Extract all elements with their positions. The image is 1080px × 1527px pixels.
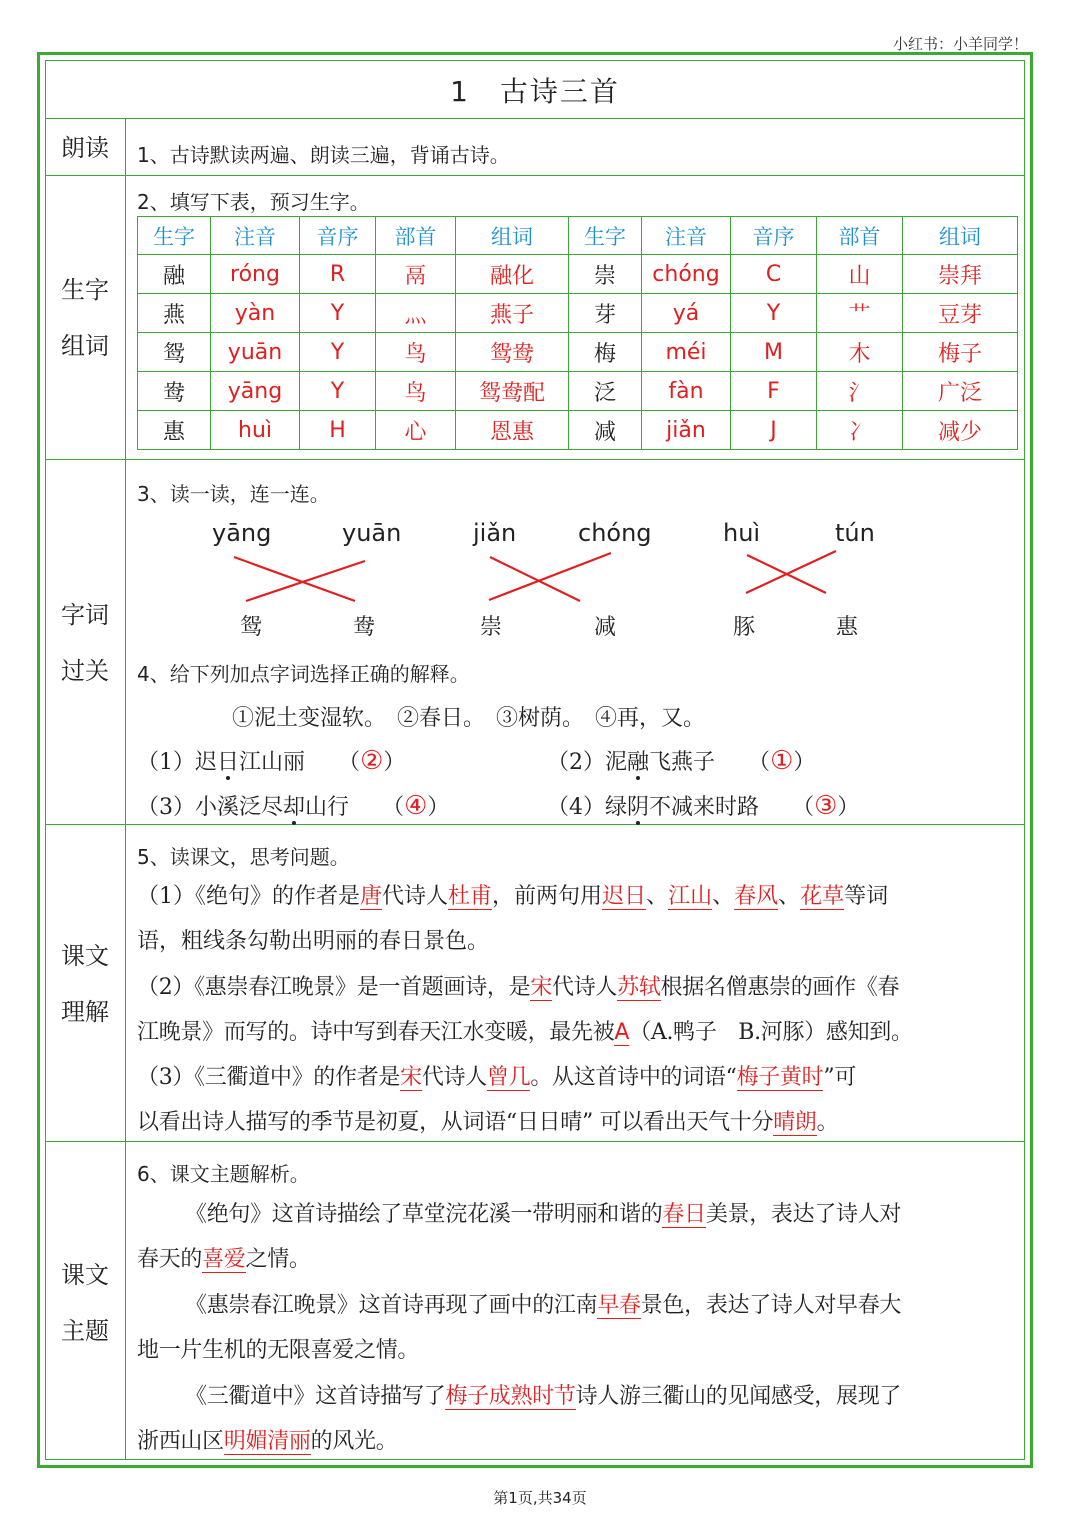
char-cell: 鸳 xyxy=(138,333,211,372)
pinyin-label: huì xyxy=(723,519,761,547)
match-instruction: 3、读一读，连一连。 xyxy=(137,482,330,506)
theme-instruction: 6、课文主题解析。 xyxy=(137,1162,310,1186)
header-cell: 组词 xyxy=(903,217,1018,255)
pinyin-cell: yāng xyxy=(211,372,300,411)
initial-cell: J xyxy=(731,411,817,450)
hanzi-label: 豚 xyxy=(733,615,756,640)
watermark: 小红书：小羊同学！ xyxy=(892,35,1028,53)
initial-cell: Y xyxy=(300,333,376,372)
hanzi-label: 崇 xyxy=(480,615,503,640)
definition-options: ①泥土变湿软。 ②春日。 ③树荫。 ④再，又。 xyxy=(232,706,706,731)
pinyin-label: chóng xyxy=(578,519,652,547)
section-label-read: 朗读 xyxy=(61,134,109,162)
radical-cell: 山 xyxy=(817,255,903,294)
hanzi-label: 鸯 xyxy=(353,615,376,640)
header-cell: 音序 xyxy=(731,217,817,255)
section-label-vocab-1: 生字 xyxy=(61,276,109,304)
header-cell: 音序 xyxy=(300,217,376,255)
header-cell: 部首 xyxy=(376,217,456,255)
word-cell: 燕子 xyxy=(456,294,569,333)
radical-cell: 心 xyxy=(376,411,456,450)
understand-paragraph-2: （2）《惠崇春江晚景》是一首题画诗，是宋代诗人苏轼根据名僧惠崇的画作《春 江晚景》而写的。诗中写到春天江水变暖，最先被A（A.鸭子 B.河豚）感知到。 xyxy=(137,975,913,1045)
match-lines xyxy=(0,0,1080,700)
vocab-instruction: 2、填写下表，预习生字。 xyxy=(137,190,370,214)
page-title: 1 古诗三首 xyxy=(450,75,620,108)
header-cell: 生字 xyxy=(569,217,642,255)
char-cell: 鸯 xyxy=(138,372,211,411)
pinyin-cell: yàn xyxy=(211,294,300,333)
pinyin-label: yuān xyxy=(342,519,402,547)
word-cell: 鸳鸯配 xyxy=(456,372,569,411)
initial-cell: F xyxy=(731,372,817,411)
section-label-understand-2: 理解 xyxy=(61,998,109,1026)
char-cell: 芽 xyxy=(569,294,642,333)
char-cell: 崇 xyxy=(569,255,642,294)
section-label-understand-1: 课文 xyxy=(61,942,109,970)
section-label-vocab-2: 组词 xyxy=(61,332,109,360)
pinyin-cell: yá xyxy=(642,294,731,333)
char-cell: 融 xyxy=(138,255,211,294)
initial-cell: M xyxy=(731,333,817,372)
word-cell: 豆芽 xyxy=(903,294,1018,333)
section-label-words-2: 过关 xyxy=(61,657,109,685)
pinyin-label: tún xyxy=(835,519,875,547)
section-label-words-1: 字词 xyxy=(61,601,109,629)
word-cell: 广泛 xyxy=(903,372,1018,411)
word-cell: 梅子 xyxy=(903,333,1018,372)
char-cell: 泛 xyxy=(569,372,642,411)
word-cell: 鸳鸯 xyxy=(456,333,569,372)
pinyin-cell: chóng xyxy=(642,255,731,294)
page-footer: 第1页,共34页 xyxy=(493,1489,587,1507)
radical-cell: 氵 xyxy=(817,372,903,411)
header-cell: 部首 xyxy=(817,217,903,255)
radical-cell: 鬲 xyxy=(376,255,456,294)
theme-paragraph-2: 《惠崇春江晚景》这首诗再现了画中的江南早春景色，表达了诗人对早春大 地一片生机的无限喜爱之情。 xyxy=(137,1293,902,1363)
pinyin-cell: yuān xyxy=(211,333,300,372)
radical-cell: 鸟 xyxy=(376,333,456,372)
char-cell: 燕 xyxy=(138,294,211,333)
header-cell: 组词 xyxy=(456,217,569,255)
radical-cell: 灬 xyxy=(376,294,456,333)
header-cell: 注音 xyxy=(642,217,731,255)
definition-item-4: （4）绿阴不减来时路 （③） xyxy=(547,791,860,821)
section-label-theme-2: 主题 xyxy=(61,1317,109,1345)
header-cell: 注音 xyxy=(211,217,300,255)
initial-cell: Y xyxy=(731,294,817,333)
pinyin-cell: méi xyxy=(642,333,731,372)
word-cell: 减少 xyxy=(903,411,1018,450)
radical-cell: 艹 xyxy=(817,294,903,333)
understand-instruction: 5、读课文，思考问题。 xyxy=(137,845,350,869)
initial-cell: Y xyxy=(300,372,376,411)
radical-cell: 鸟 xyxy=(376,372,456,411)
definition-instruction: 4、给下列加点字词选择正确的解释。 xyxy=(137,662,470,686)
pinyin-cell: fàn xyxy=(642,372,731,411)
understand-paragraph-3: （3）《三衢道中》的作者是宋代诗人曾几。从这首诗中的词语“梅子黄时”可 以看出诗人描写的季节是初夏，从词语“日日晴” 可以看出天气十分晴朗。 xyxy=(137,1065,857,1135)
header-cell: 生字 xyxy=(138,217,211,255)
char-cell: 惠 xyxy=(138,411,211,450)
char-cell: 梅 xyxy=(569,333,642,372)
definition-item-2: （2）泥融飞燕子 （①） xyxy=(547,746,816,776)
char-cell: 减 xyxy=(569,411,642,450)
radical-cell: 冫 xyxy=(817,411,903,450)
read-instruction: 1、古诗默读两遍、朗读三遍，背诵古诗。 xyxy=(137,143,510,167)
definition-item-3: （3）小溪泛尽却山行 （④） xyxy=(137,791,450,821)
initial-cell: C xyxy=(731,255,817,294)
pinyin-cell: jiǎn xyxy=(642,411,731,450)
pinyin-cell: huì xyxy=(211,411,300,450)
pinyin-cell: róng xyxy=(211,255,300,294)
definition-item-1: （1）迟日江山丽 （②） xyxy=(137,746,406,776)
radical-cell: 木 xyxy=(817,333,903,372)
pinyin-label: jiǎn xyxy=(473,519,517,547)
word-cell: 恩惠 xyxy=(456,411,569,450)
hanzi-label: 惠 xyxy=(836,615,859,640)
initial-cell: R xyxy=(300,255,376,294)
hanzi-label: 鸳 xyxy=(240,615,263,640)
initial-cell: H xyxy=(300,411,376,450)
divider xyxy=(45,824,1025,825)
theme-paragraph-3: 《三衢道中》这首诗描写了梅子成熟时节诗人游三衢山的见闻感受，展现了 浙西山区明媚清丽的风光。 xyxy=(137,1384,902,1454)
pinyin-label: yāng xyxy=(212,519,272,547)
understand-paragraph-1: （1）《绝句》的作者是唐代诗人杜甫，前两句用迟日、江山、春风、花草等词 语，粗线条勾勒出明丽的春日景色。 xyxy=(137,884,889,954)
initial-cell: Y xyxy=(300,294,376,333)
hanzi-label: 减 xyxy=(594,615,617,640)
word-cell: 融化 xyxy=(456,255,569,294)
theme-paragraph-1: 《绝句》这首诗描绘了草堂浣花溪一带明丽和谐的春日美景，表达了诗人对 春天的喜爱之情。 xyxy=(137,1202,902,1272)
section-label-theme-1: 课文 xyxy=(61,1261,109,1289)
word-cell: 崇拜 xyxy=(903,255,1018,294)
